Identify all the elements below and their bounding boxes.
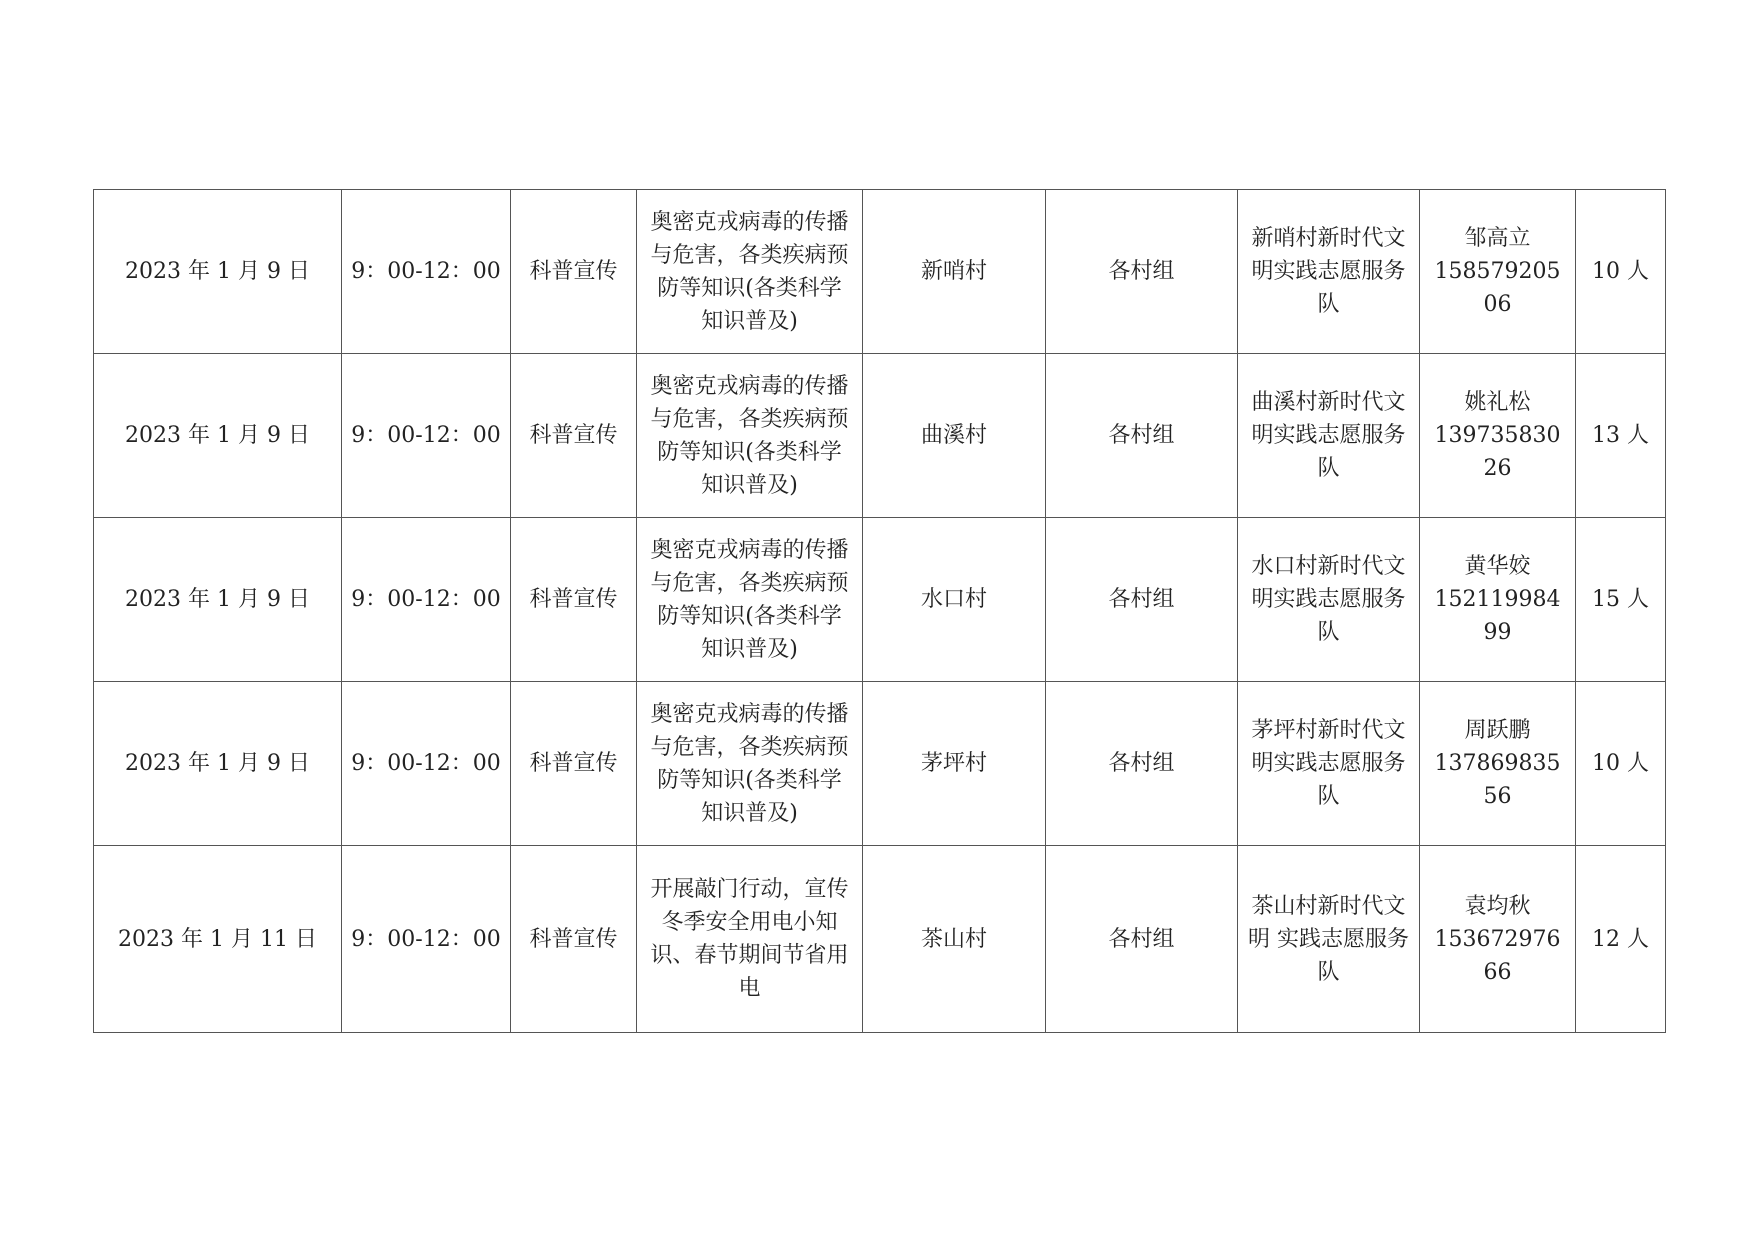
contact-phone: 13973583026 [1434,423,1561,481]
contact-name: 周跃鹏 [1464,718,1531,743]
count-cell: 15 人 [1576,518,1666,682]
time-cell: 9：00-12：00 [342,354,511,518]
content-text: 奥密克戎病毒的传播与危害，各类疾病预防等知识(各类科学知识普及) [650,701,849,826]
contact-name: 黄华姣 [1464,554,1531,579]
count-cell: 10 人 [1576,682,1666,846]
village-cell: 茅坪村 [863,682,1046,846]
count-cell: 13 人 [1576,354,1666,518]
table-row [94,190,1666,354]
time-cell: 9：00-12：00 [342,682,511,846]
table-row [94,354,1666,518]
date-cell: 2023 年 1 月 9 日 [94,682,342,846]
content-text: 开展敲门行动，宣传冬季安全用电小知识、春节期间节省用电 [650,877,849,1001]
contact-cell [1420,846,1576,1033]
team-cell: 茶山村新时代文明 实践志愿服务队 [1238,846,1420,1033]
contact-name: 袁均秋 [1464,893,1531,919]
content-cell [637,354,863,518]
village-cell: 新哨村 [863,190,1046,354]
team-cell: 茅坪村新时代文明实践志愿服务队 [1238,682,1420,846]
target-cell: 各村组 [1046,190,1238,354]
time-cell: 9：00-12：00 [342,518,511,682]
date-cell: 2023 年 1 月 11 日 [94,846,342,1033]
contact-cell [1420,354,1576,518]
time-cell: 9：00-12：00 [342,846,511,1033]
content-text: 奥密克戎病毒的传播与危害，各类疾病预防等知识(各类科学知识普及) [650,209,849,334]
activity-table [93,189,1666,1033]
date-cell: 2023 年 1 月 9 日 [94,518,342,682]
contact-phone: 15367297666 [1434,926,1561,985]
contact-name: 邹高立 [1464,226,1531,251]
contact-phone: 15857920506 [1434,259,1561,317]
target-cell: 各村组 [1046,354,1238,518]
target-cell: 各村组 [1046,682,1238,846]
table-row [94,846,1666,1033]
village-cell: 水口村 [863,518,1046,682]
time-cell: 9：00-12：00 [342,190,511,354]
content-text: 奥密克戎病毒的传播与危害，各类疾病预防等知识(各类科学知识普及) [650,537,849,662]
target-cell: 各村组 [1046,846,1238,1033]
content-cell [637,682,863,846]
content-cell [637,518,863,682]
content-cell [637,846,863,1033]
table-row [94,518,1666,682]
village-cell: 茶山村 [863,846,1046,1033]
activity-type-cell: 科普宣传 [511,682,637,846]
date-cell: 2023 年 1 月 9 日 [94,190,342,354]
contact-phone: 13786983556 [1434,751,1561,809]
count-cell: 10 人 [1576,190,1666,354]
team-cell: 水口村新时代文明实践志愿服务队 [1238,518,1420,682]
team-cell: 曲溪村新时代文明实践志愿服务队 [1238,354,1420,518]
contact-cell [1420,190,1576,354]
contact-cell [1420,682,1576,846]
activity-type-cell: 科普宣传 [511,354,637,518]
activity-type-cell: 科普宣传 [511,518,637,682]
table-row [94,682,1666,846]
date-cell: 2023 年 1 月 9 日 [94,354,342,518]
activity-type-cell: 科普宣传 [511,190,637,354]
village-cell: 曲溪村 [863,354,1046,518]
contact-name: 姚礼松 [1464,390,1531,415]
team-cell: 新哨村新时代文明实践志愿服务队 [1238,190,1420,354]
content-text: 奥密克戎病毒的传播与危害，各类疾病预防等知识(各类科学知识普及) [650,373,849,498]
content-cell [637,190,863,354]
contact-phone: 15211998499 [1434,587,1561,645]
activity-type-cell: 科普宣传 [511,846,637,1033]
target-cell: 各村组 [1046,518,1238,682]
contact-cell [1420,518,1576,682]
count-cell: 12 人 [1576,846,1666,1033]
